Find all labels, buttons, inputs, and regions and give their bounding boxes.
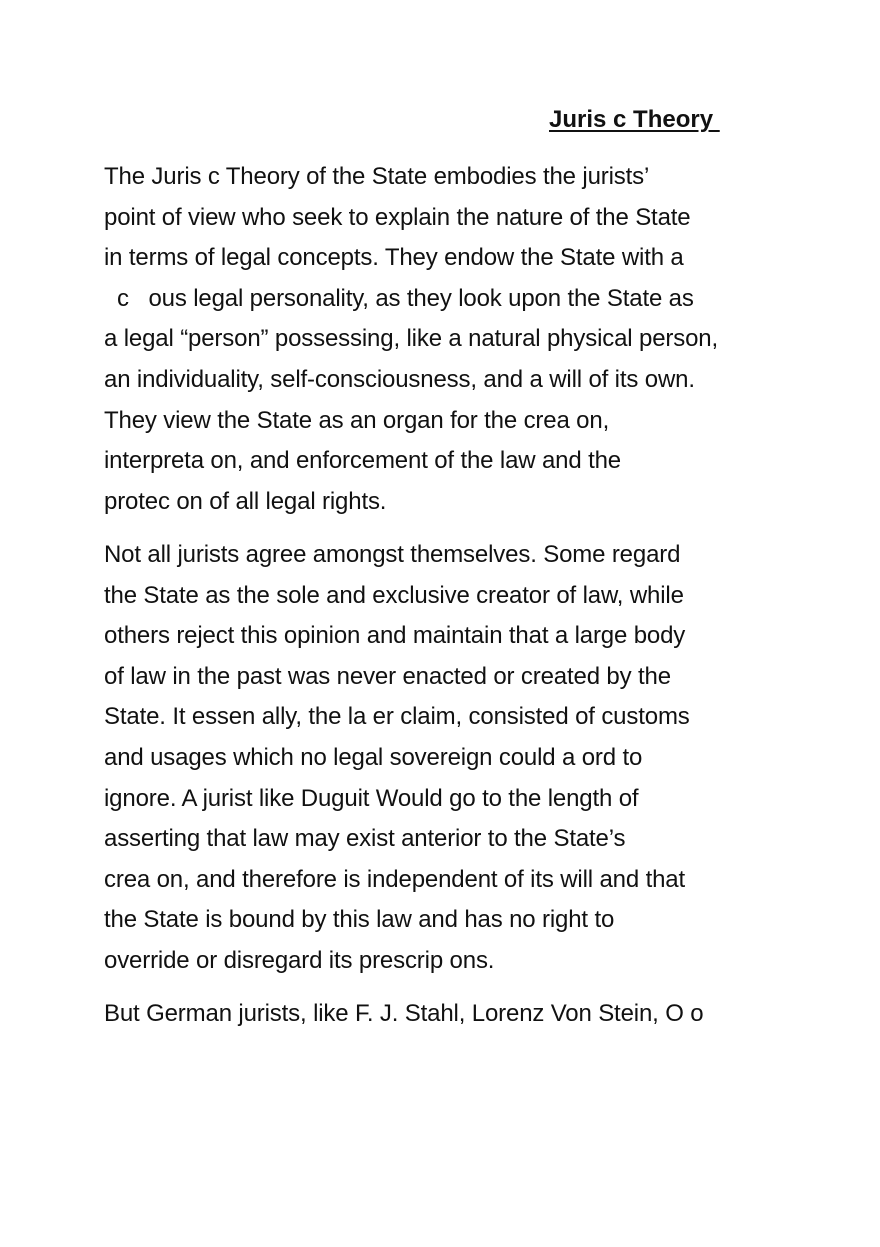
paragraph-line: interpreta on, and enforcement of the law and the — [104, 447, 621, 475]
paragraph-line: State. It essen ally, the la er claim, consisted of customs — [104, 703, 690, 731]
paragraph-3 — [104, 994, 804, 1035]
paragraph-line: They view the State as an organ for the crea on, — [104, 406, 610, 434]
paragraph-line: an individuality, self-consciousness, and a will of its own. — [104, 365, 695, 393]
paragraph-line: ignore. A jurist like Duguit Would go to the length of — [104, 784, 639, 812]
paragraph-line: asserting that law may exist anterior to the State’s — [104, 825, 626, 853]
page-title: Juris c Theory — [549, 106, 720, 133]
paragraph-line: But German jurists, like F. J. Stahl, Lorenz Von Stein, O o — [104, 1000, 704, 1027]
paragraph-2 — [104, 535, 804, 982]
paragraph-line: crea on, and therefore is independent of its will and that — [104, 865, 686, 893]
paragraph-line: Not all jurists agree amongst themselves. Some regard — [104, 541, 681, 568]
paragraph-line: protec on of all legal rights. — [104, 487, 387, 515]
paragraph-line: a legal “person” possessing, like a natural physical person, — [104, 325, 719, 353]
paragraph-line: c ous legal personality, as they look upon the State as — [104, 284, 694, 312]
paragraph-line: of law in the past was never enacted or created by the — [104, 662, 671, 690]
paragraph-1 — [104, 157, 804, 522]
paragraph-line: The Juris c Theory of the State embodies the jurists’ — [104, 163, 650, 190]
paragraph-line: the State is bound by this law and has no right to — [104, 906, 615, 934]
paragraph-line: override or disregard its prescrip ons. — [104, 946, 495, 974]
paragraph-line: the State as the sole and exclusive creator of law, while — [104, 581, 684, 609]
paragraph-line: and usages which no legal sovereign could a ord to — [104, 743, 643, 771]
paragraph-line: in terms of legal concepts. They endow the State with a — [104, 244, 684, 272]
paragraph-line: point of view who seek to explain the nature of the State — [104, 203, 691, 231]
paragraph-line: others reject this opinion and maintain that a large body — [104, 622, 686, 650]
